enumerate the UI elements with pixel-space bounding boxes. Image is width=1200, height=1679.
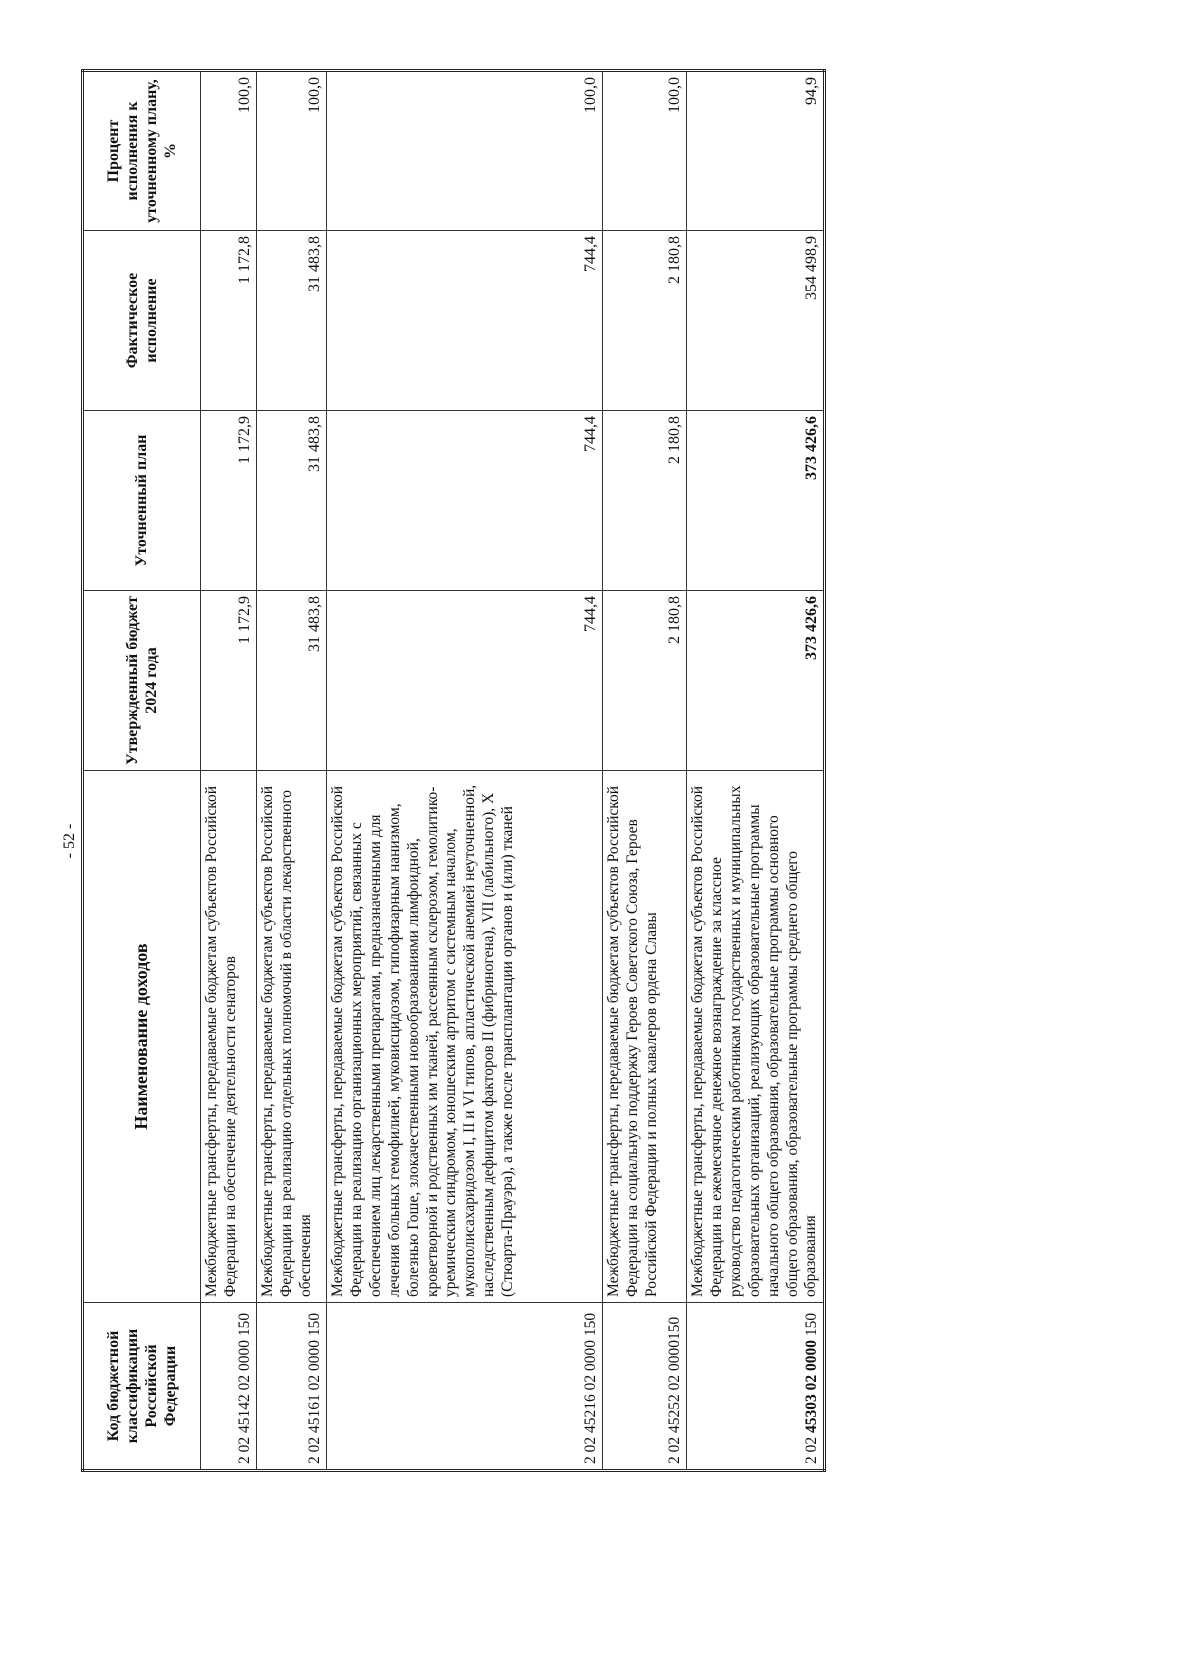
page-number: - 52 - <box>61 823 78 859</box>
row-code <box>687 1303 825 1471</box>
header-approved: Утвержденный бюджет 2024 года <box>83 591 201 771</box>
row-percent: 100,0 <box>201 71 257 231</box>
row-approved: 1 172,9 <box>201 591 257 771</box>
row-actual: 2 180,8 <box>603 231 687 411</box>
row-code: 2 02 45252 02 0000150 <box>603 1303 687 1471</box>
row-code: 2 02 45161 02 0000 150 <box>257 1303 327 1471</box>
row-approved: 2 180,8 <box>603 591 687 771</box>
row-code: 2 02 45216 02 0000 150 <box>327 1303 603 1471</box>
table-row <box>201 71 257 1471</box>
table-row <box>687 71 825 1471</box>
row-name: Межбюджетные трансферты, передаваемые бюджетам субъектов Российской Федерации на реализацию отдельных полномочий в области лекарственного обеспечения <box>257 771 327 1303</box>
row-code-suffix: 150 <box>803 1312 821 1340</box>
row-name: Межбюджетные трансферты, передаваемые бюджетам субъектов Российской Федерации на обеспечение деятельности сенаторов <box>201 771 257 1303</box>
row-code-bold: 45303 02 0000 <box>803 1340 821 1433</box>
row-percent: 100,0 <box>327 71 603 231</box>
row-code: 2 02 45142 02 0000 150 <box>201 1303 257 1471</box>
row-percent: 100,0 <box>603 71 687 231</box>
table-header-row <box>83 71 201 1471</box>
header-percent: Процент исполнения к уточненному плану, % <box>83 71 201 231</box>
row-name: Межбюджетные трансферты, передаваемые бюджетам субъектов Российской Федерации на социальную поддержку Героев Советского Союза, Героев Российской Федерации и полных кавалеров ордена Славы <box>603 771 687 1303</box>
row-revised: 2 180,8 <box>603 411 687 591</box>
header-revised: Уточненный план <box>83 411 201 591</box>
table-row <box>257 71 327 1471</box>
row-name: Межбюджетные трансферты, передаваемые бюджетам субъектов Российской Федерации на реализацию организационных мероприятий, связанных с обеспечением лиц лекарственными препаратами, предназначенными для лечения больных гемофилией, муковисцидозом, гипофизарным нанизмом, болезнью Гоше, злокачественными новообразованиями лимфоидной, кроветворной и родственных им тканей, рассеянным склерозом, гемолитико-уремическим синдромом, юношеским артритом с системным началом, мукополисахаридозом I, II и VI типов, апластической анемией неуточненной, наследственным дефицитом факторов II (фибриногена), VII (лабильного), X (Стюарта-Прауэра), а также после трансплантации органов и (или) тканей <box>327 771 603 1303</box>
row-approved: 744,4 <box>327 591 603 771</box>
row-actual: 31 483,8 <box>257 231 327 411</box>
row-revised: 1 172,9 <box>201 411 257 591</box>
row-approved: 31 483,8 <box>257 591 327 771</box>
row-code-prefix: 2 02 <box>803 1433 821 1464</box>
row-revised: 744,4 <box>327 411 603 591</box>
row-actual: 744,4 <box>327 231 603 411</box>
row-actual: 1 172,8 <box>201 231 257 411</box>
row-percent: 94,9 <box>687 71 825 231</box>
header-code: Код бюджетной классификации Российской Федерации <box>83 1303 201 1471</box>
row-actual: 354 498,9 <box>687 231 825 411</box>
row-name: Межбюджетные трансферты, передаваемые бюджетам субъектов Российской Федерации на ежемесячное денежное вознаграждение за классное руководство педагогическим работникам государственных и муниципальных образовательных организаций, реализующих образовательные программы начального общего образования, образовательные программы основного общего образования, образовательные программы среднего общего образования <box>687 771 825 1303</box>
table-row <box>603 71 687 1471</box>
row-revised: 373 426,6 <box>687 411 825 591</box>
row-percent: 100,0 <box>257 71 327 231</box>
header-name: Наименование доходов <box>83 771 201 1303</box>
income-table <box>81 69 826 1472</box>
row-revised: 31 483,8 <box>257 411 327 591</box>
row-approved: 373 426,6 <box>687 591 825 771</box>
header-actual: Фактическое исполнение <box>83 231 201 411</box>
rotated-table-wrapper <box>81 72 821 1472</box>
table-row <box>327 71 603 1471</box>
